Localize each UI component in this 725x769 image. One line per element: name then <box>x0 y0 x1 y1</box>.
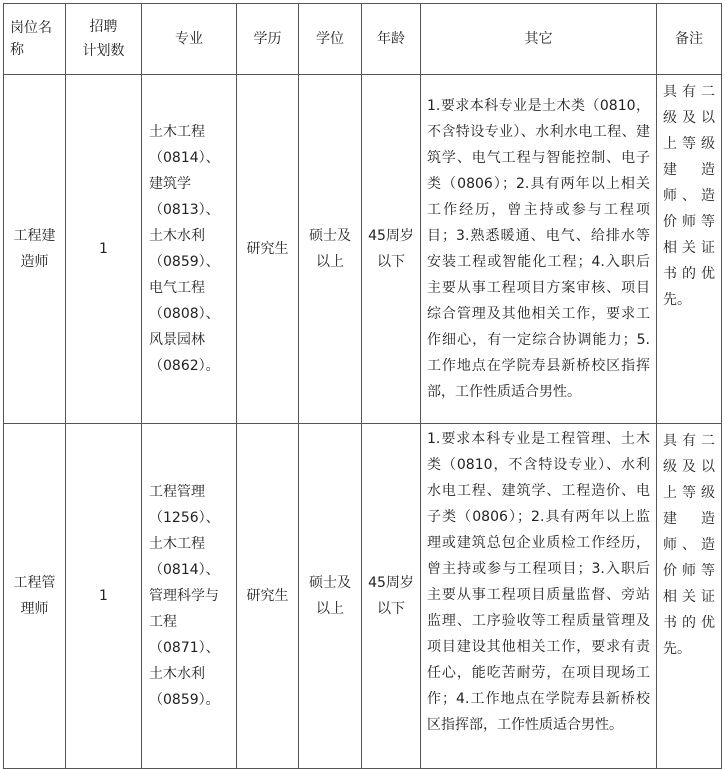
header-note: 备注 <box>657 4 722 75</box>
header-other: 其它 <box>421 4 657 75</box>
header-row <box>4 4 722 75</box>
header-age: 年龄 <box>362 4 421 75</box>
position-cell: 工程管理师 <box>4 424 66 769</box>
count-cell: 1 <box>66 75 142 424</box>
major-cell <box>142 75 237 424</box>
header-education: 学历 <box>237 4 299 75</box>
degree-cell: 硕士及以上 <box>299 75 362 424</box>
header-position: 岗位名称 <box>4 4 66 75</box>
header-degree: 学位 <box>299 4 362 75</box>
header-plan-line1: 招聘 <box>89 19 118 35</box>
major-line: （0808）、 <box>149 306 220 322</box>
major-line: （0859）、 <box>149 254 220 270</box>
count-cell: 1 <box>66 424 142 769</box>
note-cell: 具有二级及以上等级建造师、造价师等相关证书的优先。 <box>657 424 722 769</box>
major-line: （0814）、 <box>149 562 220 578</box>
age-cell: 45周岁以下 <box>362 75 421 424</box>
header-plan-line2: 计划数 <box>82 43 125 59</box>
major-line: 土木工程 <box>149 536 205 552</box>
major-line: 电气工程 <box>149 280 205 296</box>
major-line: （0862）。 <box>149 358 220 374</box>
major-line: 管理科学与 <box>149 588 219 604</box>
age-cell: 45周岁以下 <box>362 424 421 769</box>
degree-cell: 硕士及以上 <box>299 424 362 769</box>
major-line: 土木工程 <box>149 124 205 140</box>
major-line: （0859）。 <box>149 692 220 708</box>
table-row <box>4 424 722 769</box>
position-cell: 工程建造师 <box>4 75 66 424</box>
major-line: 风景园林 <box>149 332 205 348</box>
note-cell: 具有二级及以上等级建造师、造价师等相关证书的优先。 <box>657 75 722 424</box>
header-plan <box>66 4 142 75</box>
major-line: 工程管理 <box>149 484 205 500</box>
education-cell: 研究生 <box>237 75 299 424</box>
major-line: 工程 <box>149 614 177 630</box>
education-cell: 研究生 <box>237 424 299 769</box>
requirements-cell: 1.要求本科专业是工程管理、土木类（0810，不含特设专业）、水利水电工程、建筑学、工程造价、电子类（0806）；2.具有两年以上监理或建筑总包企业质检工作经历，曾主持或参与工程项目；3.入职后主要从事工程项目质量监督、旁站监理、工序验收等工程质量管理及项目建设其他相关工作，要求有责任心，能吃苦耐劳，在项目现场工作；4.工作地点在学院寿县新桥校区指挥部，工作性质适合男性。 <box>421 424 657 769</box>
table-row <box>4 75 722 424</box>
major-line: （0813）、 <box>149 202 220 218</box>
major-line: （0814）、 <box>149 150 220 166</box>
major-cell <box>142 424 237 769</box>
major-line: 土木水利 <box>149 666 205 682</box>
recruitment-table <box>3 3 722 769</box>
header-major: 专业 <box>142 4 237 75</box>
requirements-cell: 1.要求本科专业是土木类（0810，不含特设专业）、水利水电工程、建筑学、电气工程与智能控制、电子类（0806）；2.具有两年以上相关工作经历，曾主持或参与工程项目；3.熟悉暖通、电气、给排水等安装工程或智能化工程；4.入职后主要从事工程项目方案审核、项目综合管理及其他相关工作，要求工作细心，有一定综合协调能力；5.工作地点在学院寿县新桥校区指挥部，工作性质适合男性。 <box>421 75 657 424</box>
major-line: 土木水利 <box>149 228 205 244</box>
major-line: （0871）、 <box>149 640 220 656</box>
major-line: （1256）、 <box>149 510 220 526</box>
major-line: 建筑学 <box>149 176 191 192</box>
